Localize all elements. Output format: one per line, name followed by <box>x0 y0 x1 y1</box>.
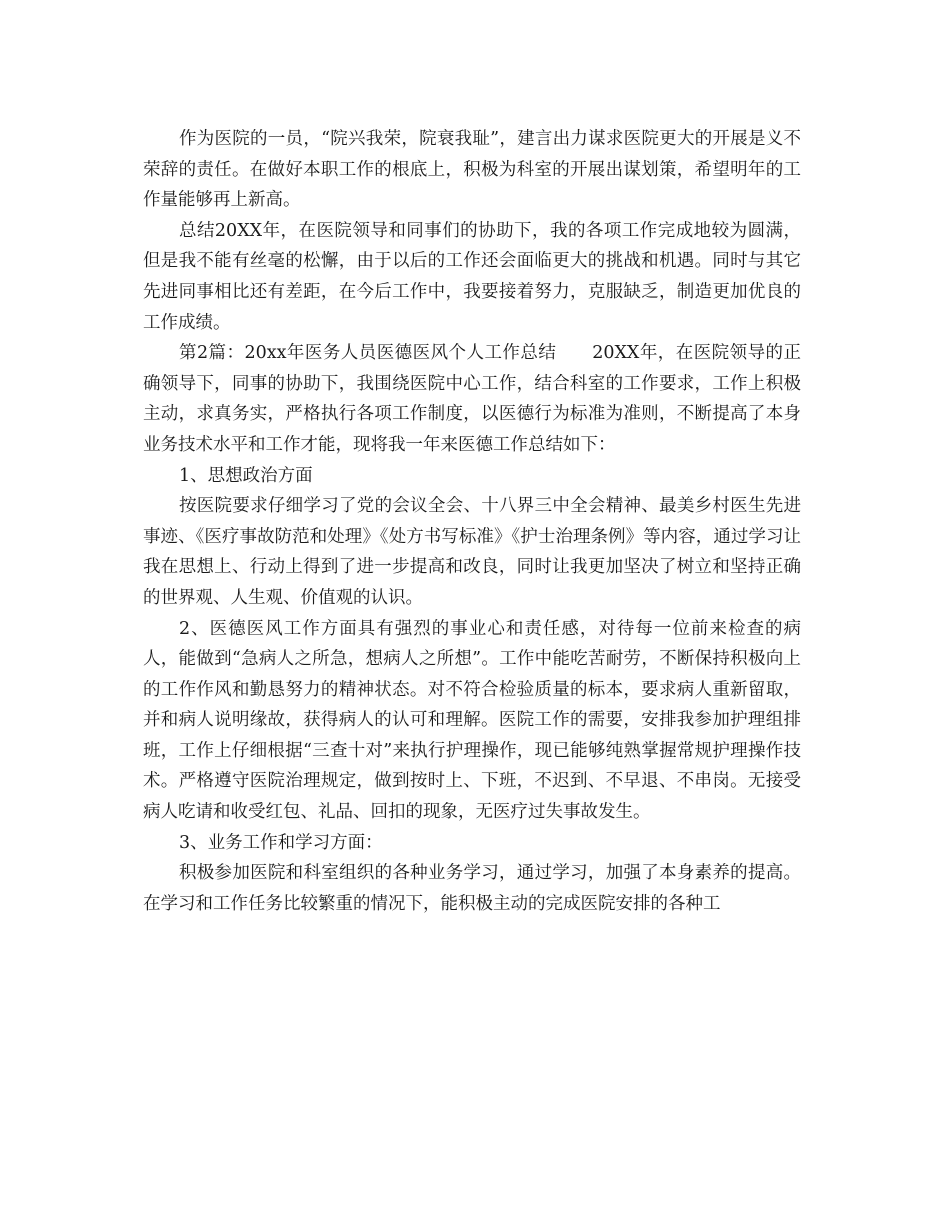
section-heading-3: 3、业务工作和学习方面： <box>179 832 383 853</box>
document-body <box>143 124 801 919</box>
paragraph-6: 积极参加医院和科室组织的各种业务学习，通过学习，加强了本身素养的提高。在学习和工作任务比较繁重的情况下，能积极主动的完成医院安排的各种工 <box>143 863 801 914</box>
paragraph-4: 按医院要求仔细学习了党的会议全会、十八界三中全会精神、最美乡村医生先进事迹、《医疗事故防范和处理》《处方书写标准》《护士治理条例》等内容，通过学习让我在思想上、行动上得到了进一步提高和改良，同时让我更加坚决了树立和坚持正确的世界观、人生观、价值观的认识。 <box>143 496 801 608</box>
paragraph-1: 作为医院的一员，“院兴我荣，院衰我耻”，建言出力谋求医院更大的开展是义不荣辞的责任。在做好本职工作的根底上，积极为科室的开展出谋划策，希望明年的工作量能够再上新高。 <box>143 129 801 211</box>
paragraph-5: 2、医德医风工作方面具有强烈的事业心和责任感，对待每一位前来检查的病人，能做到“急病人之所急，想病人之所想”。工作中能吃苦耐劳，不断保持积极向上的工作作风和勤恳努力的精神状态。对不符合检验质量的标本，要求病人重新留取，并和病人说明缘故，获得病人的认可和理解。医院工作的需要，安排我参加护理组排班，工作上仔细根据“三查十对”来执行护理操作，现已能够纯熟掌握常规护理操作技术。严格遵守医院治理规定，做到按时上、下班，不迟到、不早退、不串岗。无接受病人吃请和收受红包、礼品、回扣的现象，无医疗过失事故发生。 <box>143 618 801 823</box>
section-heading-1: 1、思想政治方面 <box>179 465 313 486</box>
paragraph-3: 第2篇：20xx年医务人员医德医风个人工作总结 20XX年，在医院领导的正确领导下，同事的协助下，我围绕医院中心工作，结合科室的工作要求，工作上积极主动，求真务实，严格执行各项工作制度，以医德行为标准为准则，不断提高了本身业务技术水平和工作才能，现将我一年来医德工作总结如下： <box>143 343 801 455</box>
paragraph-2: 总结20XX年，在医院领导和同事们的协助下，我的各项工作完成地较为圆满，但是我不能有丝毫的松懈，由于以后的工作还会面临更大的挑战和机遇。同时与其它先进同事相比还有差距，在今后工作中，我要接着努力，克服缺乏，制造更加优良的工作成绩。 <box>143 220 801 333</box>
